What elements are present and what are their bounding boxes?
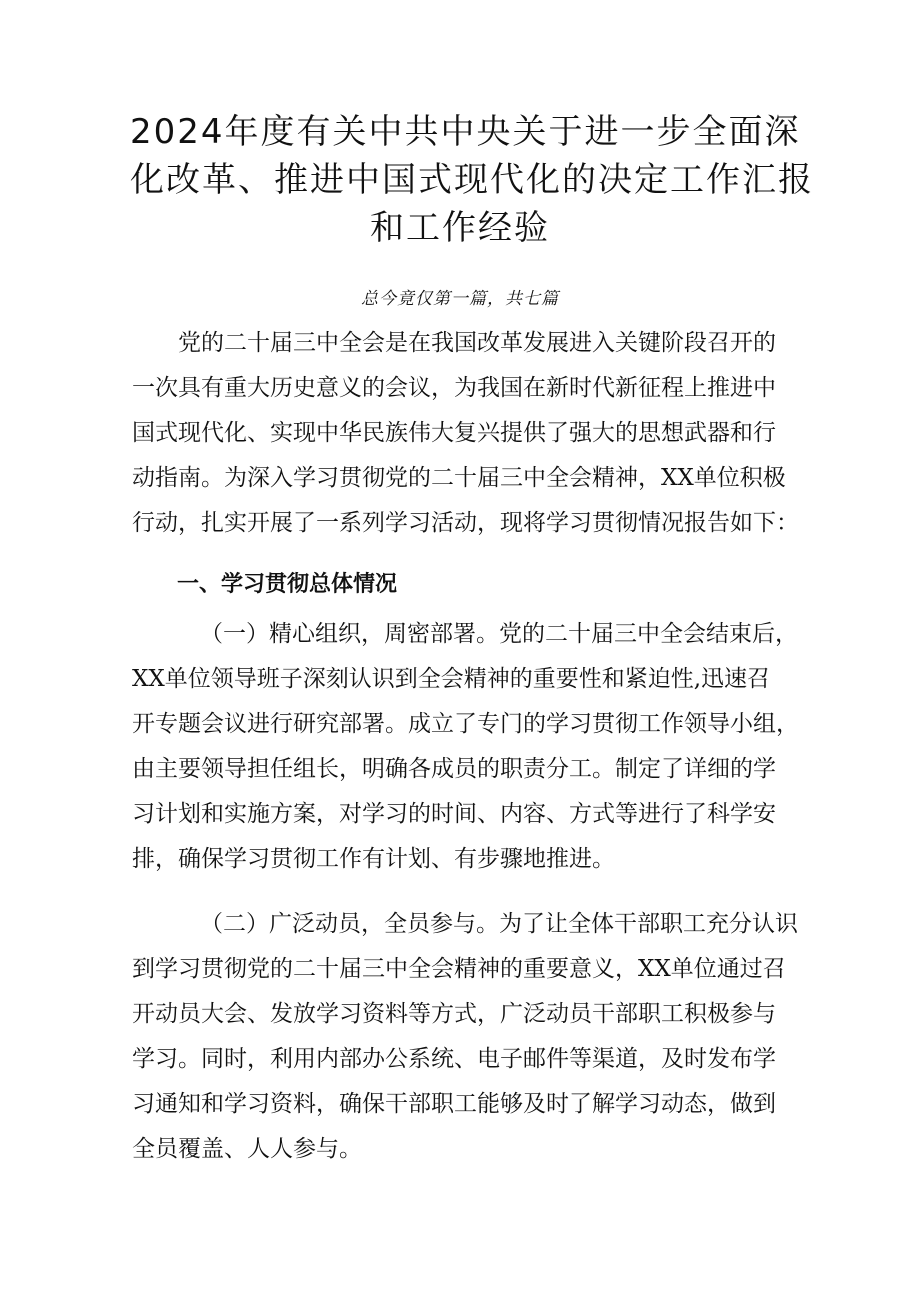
paragraph-line: （一）精心组织，周密部署。党的二十届三中全会结束后， (200, 621, 798, 647)
body-paragraph (132, 612, 797, 882)
paragraph-line: 国式现代化、实现中华民族伟大复兴提供了强大的思想武器和行 (132, 420, 776, 446)
section-heading: 一、学习贯彻总体情况 (177, 572, 398, 597)
paragraph-line: 开动员大会、发放学习资料等方式，广泛动员干部职工积极参与 (132, 1001, 776, 1027)
paragraph-line: 习通知和学习资料，确保干部职工能够及时了解学习动态，做到 (132, 1091, 776, 1117)
document-subtitle: 总今竟仅第一篇，共七篇 (361, 289, 559, 309)
paragraph-line: 到学习贯彻党的二十届三中全会精神的重要意义，XX单位通过召 (132, 956, 786, 982)
title-line: 化改革、推进中国式现代化的决定工作汇报 (130, 160, 814, 200)
paragraph-line: （二）广泛动员，全员参与。为了让全体干部职工充分认识 (200, 911, 798, 937)
paragraph-line: 开专题会议进行研究部署。成立了专门的学习贯彻工作领导小组， (132, 711, 799, 737)
paragraph-line: XX单位领导班子深刻认识到全会精神的重要性和紧迫性,迅速召 (132, 666, 771, 692)
paragraph-line: 由主要领导担任组长，明确各成员的职责分工。制定了详细的学 (132, 756, 776, 782)
body-paragraph (132, 902, 797, 1172)
paragraph-line: 学习。同时，利用内部办公系统、电子邮件等渠道，及时发布学 (132, 1046, 776, 1072)
document-title (130, 108, 814, 252)
paragraph-line: 动指南。为深入学习贯彻党的二十届三中全会精神，XX单位积极 (132, 465, 786, 491)
paragraph-line: 习计划和实施方案，对学习的时间、内容、方式等进行了科学安 (132, 801, 776, 827)
paragraph-line: 排，确保学习贯彻工作有计划、有步骤地推进。 (132, 846, 615, 872)
paragraph-line: 党的二十届三中全会是在我国改革发展进入关键阶段召开的 (178, 330, 776, 356)
title-line: 和工作经验 (370, 208, 550, 248)
paragraph-line: 全员覆盖、人人参与。 (132, 1136, 362, 1162)
paragraph-line: 一次具有重大历史意义的会议，为我国在新时代新征程上推进中 (132, 375, 776, 401)
paragraph-line: 行动，扎实开展了一系列学习活动，现将学习贯彻情况报告如下： (132, 510, 799, 536)
title-line: 2024年度有关中共中央关于进一步全面深 (130, 112, 801, 152)
intro-paragraph (132, 321, 797, 546)
